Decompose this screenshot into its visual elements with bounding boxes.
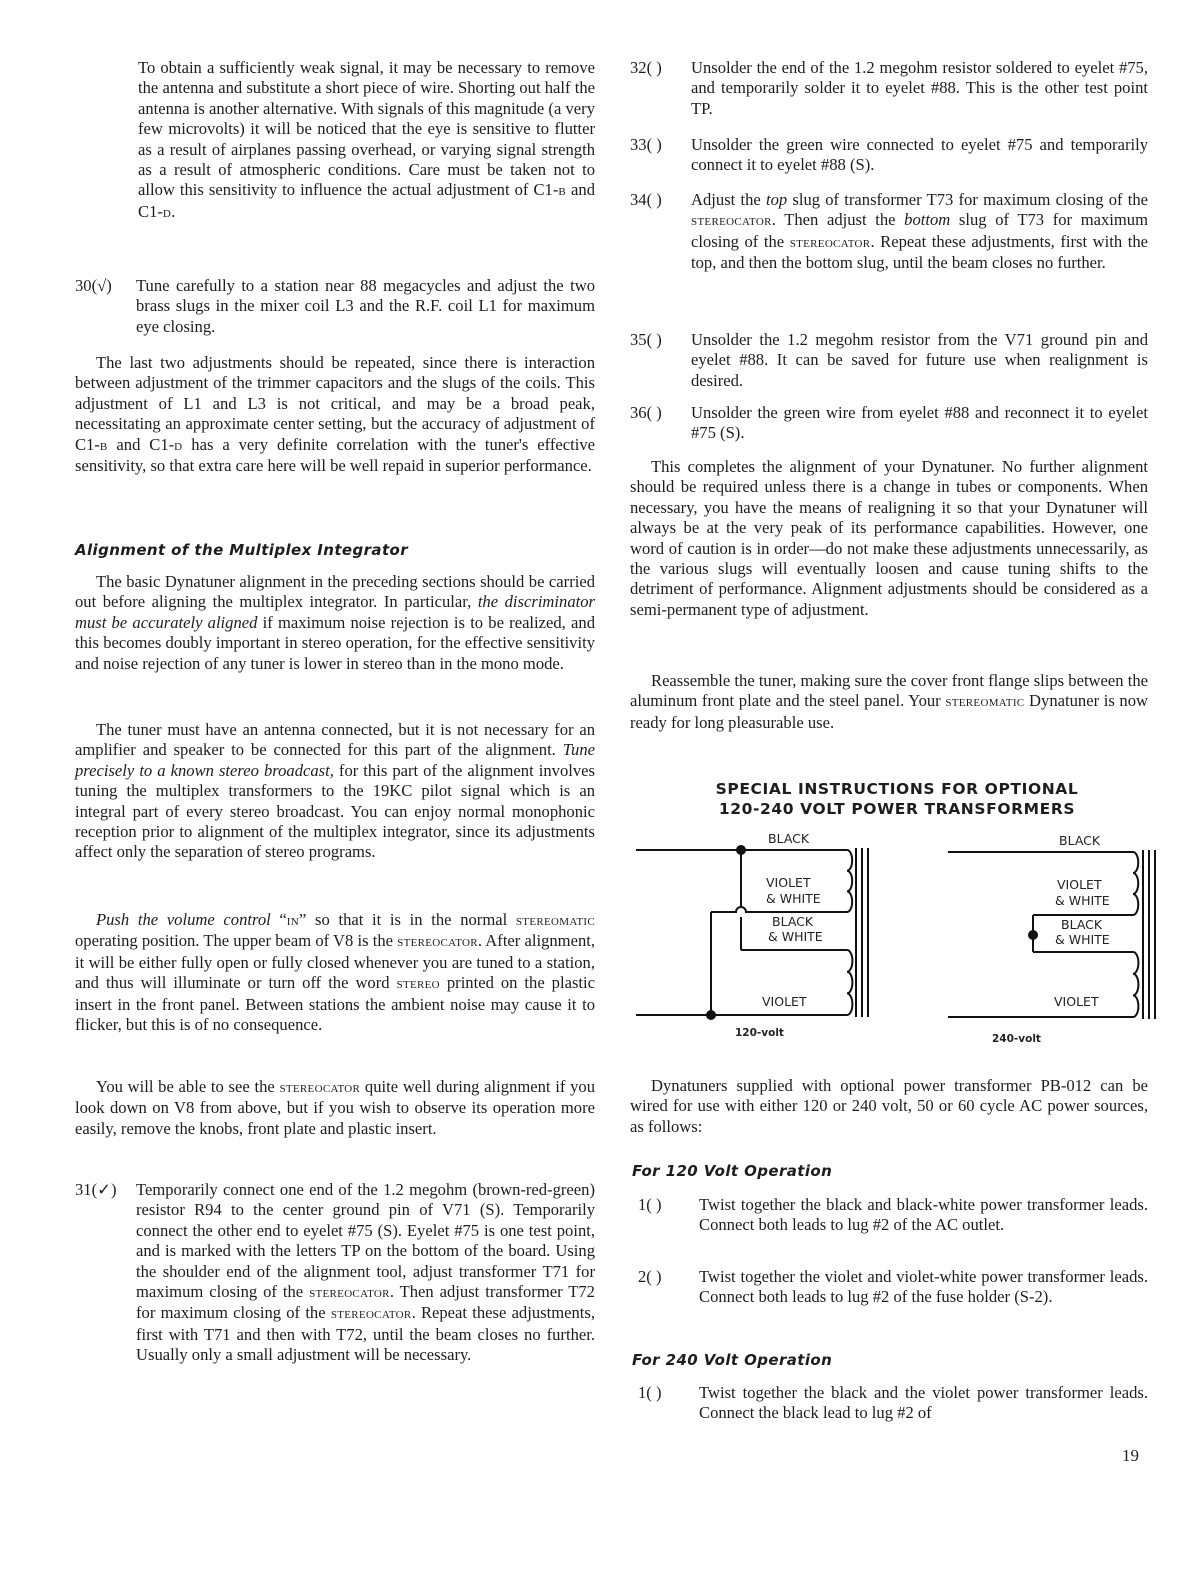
section-heading: For 120 Volt Operation (632, 1162, 833, 1180)
text-run: Twist together the black and black-white power transformer leads. Connect both leads to lug #2 of the AC outlet. (699, 1195, 1148, 1235)
small-caps-text: stereomatic (515, 912, 595, 929)
italic-text: bottom (904, 210, 951, 230)
junction-dot (706, 1010, 716, 1020)
small-caps-text: d (162, 203, 172, 221)
step-number: 31(✓) (75, 1180, 117, 1199)
text-run: Dynatuners supplied with optional power transformer PB-012 can be wired for use with either 120 or 240 volt, 50 or 60 cycle AC power sources, as follows: (630, 1076, 1148, 1136)
label-black-white: BLACK (772, 914, 814, 929)
text-run: slug of transformer T73 for maximum closing of the (787, 190, 1149, 209)
text-run: printed on the plastic insert in the front panel. Between stations the ambient noise may cause it to flicker, but this is of no consequence. (75, 973, 595, 1035)
text-run: slug of T73 for maximum closing of the (691, 210, 1148, 251)
caption-240-volt: 240-volt (992, 1033, 1041, 1045)
label-violet: VIOLET (1054, 994, 1099, 1009)
italic-text: Push the volume control (96, 910, 271, 929)
text-run: “ (270, 910, 287, 929)
text-run: has a very definite correlation with the tuner's effective sensitivity, so that extra care here will be well repaid in superior performance. (75, 434, 595, 476)
text-run: Twist together the black and the violet power transformer leads. Connect the black lead to lug #2 of (699, 1383, 1148, 1423)
small-caps-text: stereocator (397, 933, 478, 951)
text-run: Unsolder the end of the 1.2 megohm resistor soldered to eyelet #75, and temporarily solder it to eyelet #88. This is the other test point TP. (691, 58, 1148, 118)
text-run: quite well during alignment if you look down on V8 from above, but if you wish to observe its operation more easily, remove the knobs, front plate and plastic insert. (75, 1077, 595, 1138)
small-caps-text: stereocator (691, 212, 772, 230)
italic-text: the discriminator must be accurately aligned (75, 592, 595, 632)
text-run: . Repeat these adjustments, first with T71 and then with T72, until the beam closes no further. Usually only a small adjustment will be necessary. (136, 1303, 595, 1365)
section-heading: For 240 Volt Operation (632, 1351, 833, 1369)
text-run: if maximum noise rejection is to be realized, and this becomes doubly important in stereo operation, for the effective sensitivity and noise rejection of any tuner is lower in stereo than in the mono mode. (75, 612, 595, 673)
italic-text: top (765, 190, 788, 209)
text-run: This completes the alignment of your Dynatuner. No further alignment should be required unless there is a change in tubes or components. When necessary, you have the means of realigning it so that your Dynatuner will always be at the very peak of its performance capabilities. However, one word of caution is in order—do not make these adjustments unnecessarily, as the various slugs will eventually loosen and cause tuning shifts to the detriment of performance. Alignment adjustments should be considered as a semi-permanent type of adjustment. (630, 457, 1148, 619)
text-run: . Repeat these adjustments, first with the top, and then the bottom slug, until the beam closes no further. (691, 231, 1148, 273)
text-run: Unsolder the green wire connected to eyelet #75 and temporarily connect it to eyelet #88 (S). (691, 135, 1148, 175)
label-black-white: & WHITE (768, 929, 823, 944)
text-run: Twist together the violet and violet-white power transformer leads. Connect both leads to lug #2 of the fuse holder (S-2). (699, 1267, 1148, 1307)
text-run: Unsolder the 1.2 megohm resistor from the V71 ground pin and eyelet #88. It can be saved for future use when realignment is desired. (691, 330, 1148, 390)
step-number: 30(√) (75, 276, 112, 295)
step-number: 34( ) (630, 190, 662, 209)
core-240 (1143, 850, 1155, 1019)
text-run: The tuner must have an antenna connected, but it is not necessary for an amplifier and speaker to be connected for this part of the alignment. (75, 720, 595, 760)
junction-dot (1028, 930, 1038, 940)
wire-violet-white-120 (711, 907, 847, 912)
label-black-white: & WHITE (1055, 932, 1110, 947)
text-run: Tune carefully to a station near 88 megacycles and adjust the two brass slugs in the mixer coil L3 and the R.F. coil L1 for maximum eye closing. (136, 276, 595, 336)
text-run: The last two adjustments should be repeated, since there is interaction between adjustment of the trimmer capacitors and the slugs of the coils. This adjustment of L1 and L3 is not critical, and may be a broad peak, necessitating an approximate center setting, but the accuracy of adjustment of C1- (75, 353, 595, 454)
text-run: You will be able to see the (96, 1077, 280, 1096)
small-caps-text: stereocator (279, 1079, 361, 1096)
small-caps-text: stereocator (309, 1284, 390, 1302)
label-black: BLACK (1059, 833, 1101, 848)
label-violet-white: & WHITE (1055, 893, 1110, 908)
small-caps-text: stereomatic (945, 693, 1025, 711)
small-caps-text: stereocator (789, 233, 871, 251)
text-run: The basic Dynatuner alignment in the preceding sections should be carried out before aligning the multiplex integrator. In particular, (75, 572, 595, 612)
small-caps-text: b (99, 436, 108, 454)
small-caps-text: in (286, 912, 299, 929)
step-number: 35( ) (630, 330, 662, 349)
page-number: 19 (1122, 1446, 1139, 1465)
text-run: . After alignment, it will be either fully open or fully closed whenever you are tuned to a station, and thus will illuminate or turn off the word (75, 931, 595, 993)
text-run: ” so that it is in the normal (299, 910, 516, 929)
step-number: 32( ) (630, 58, 662, 77)
coil-primary-1-240 (1133, 852, 1138, 915)
text-run: and C1- (107, 434, 175, 454)
text-run: Unsolder the green wire from eyelet #88 and reconnect it to eyelet #75 (S). (691, 403, 1148, 443)
text-run: and C1- (138, 180, 595, 221)
text-run: . (171, 201, 176, 221)
text-run: Dynatuner is now ready for long pleasurable use. (630, 691, 1148, 732)
coil-primary-2-120 (847, 950, 852, 1015)
coil-primary-1-120 (847, 850, 852, 912)
caption-120-volt: 120-volt (735, 1027, 784, 1039)
core-120 (856, 848, 868, 1017)
diagram-title-line1: SPECIAL INSTRUCTIONS FOR OPTIONAL (715, 780, 1079, 798)
diagram-title-line2: 120-240 VOLT POWER TRANSFORMERS (718, 800, 1076, 818)
label-black: BLACK (768, 831, 810, 846)
label-violet-white: & WHITE (766, 891, 821, 906)
text-run: Reassemble the tuner, making sure the cover front flange slips between the aluminum front plate and the steel panel. Your (630, 671, 1148, 711)
small-caps-text: b (558, 182, 566, 200)
step-number: 1( ) (638, 1383, 662, 1402)
italic-text: Tune precisely to a known stereo broadcast, (75, 740, 595, 780)
label-violet: VIOLET (762, 994, 807, 1009)
text-run: . Then adjust the (771, 210, 905, 230)
small-caps-text: stereocator (330, 1305, 412, 1323)
small-caps-text: stereo (396, 975, 440, 993)
text-run: . Then adjust transformer T72 for maximum closing of the (136, 1282, 595, 1323)
section-heading: Alignment of the Multiplex Integrator (75, 541, 409, 559)
text-run: Temporarily connect one end of the 1.2 megohm (brown-red-green) resistor R94 to the center ground pin of V71 (S). Temporarily connect the other end to eyelet #75 (S). Eyelet #75 is one test point, and is marked with the letters TP on the bottom of the board. Using the shoulder end of the alignment tool, adjust transformer T71 for maximum closing of the (136, 1180, 595, 1302)
text-run: Adjust the (691, 190, 766, 209)
text-run: To obtain a sufficiently weak signal, it may be necessary to remove the antenna and substitute a short piece of wire. Shorting out half the antenna is another alternative. With signals of this magnitude (a very few microvolts) it will be noticed that the eye is sensitive to flutter as a result of airplanes passing overhead, or varying signal strength as a result of atmospheric conditions. Care must be taken not to allow this sensitivity to influence the actual adjustment of C1- (138, 58, 595, 200)
step-number: 2( ) (638, 1267, 662, 1286)
label-black-white: BLACK (1061, 917, 1103, 932)
text-run: operating position. The upper beam of V8 is the (75, 931, 398, 951)
label-violet-white: VIOLET (1057, 877, 1102, 892)
junction-dot (736, 845, 746, 855)
small-caps-text: d (174, 436, 183, 454)
step-number: 33( ) (630, 135, 662, 154)
label-violet-white: VIOLET (766, 875, 811, 890)
coil-primary-2-240 (1133, 952, 1138, 1017)
step-number: 1( ) (638, 1195, 662, 1214)
text-run: for this part of the alignment involves tuning the multiplex transformers to the 19KC pilot signal which is an integral part of every stereo broadcast. You can enjoy normal monophonic reception prior to alignment of the multiplex integrator, since its adjustments affect only the separation of stereo programs. (75, 760, 595, 862)
step-number: 36( ) (630, 403, 662, 422)
